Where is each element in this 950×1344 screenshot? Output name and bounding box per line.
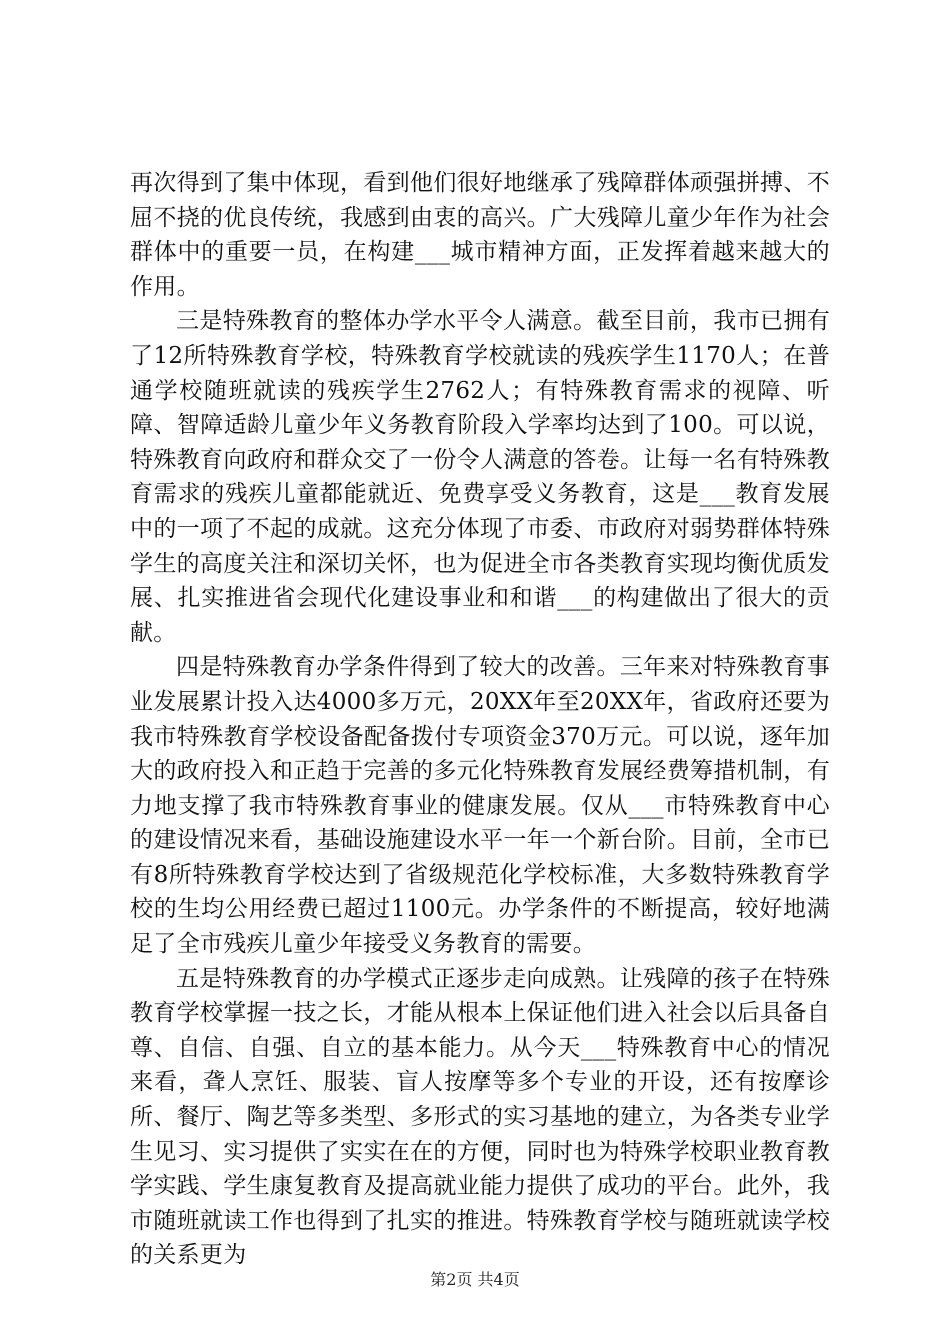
paragraph-point-five: 五是特殊教育的办学模式正逐步走向成熟。让残障的孩子在特殊教育学校掌握一技之长，才能从根本上保证他们进入社会以后具备自尊、自信、自强、自立的基本能力。从今天___特殊教育中心的情况来看，聋人烹饪、服装、盲人按摩等多个专业的开设，还有按摩诊所、餐厅、陶艺等多类型、多形式的实习基地的建立，为各类专业学生见习、实习提供了实实在在的方便，同时也为特殊学校职业教育教学实践、学生康复教育及提高就业能力提供了成功的平台。此外，我市随班就读工作也得到了扎实的推进。特殊教育学校与随班就读学校的关系更为: [130, 965, 830, 1269]
page-number-footer: 第2页 共4页: [430, 1270, 520, 1289]
document-body: [130, 166, 830, 1273]
paragraph-continuation: 再次得到了集中体现，看到他们很好地继承了残障群体顽强拼搏、不屈不挠的优良传统，我感到由衷的高兴。广大残障儿童少年作为社会群体中的重要一员，在构建___城市精神方面，正发挥着越来越大的作用。: [130, 170, 830, 300]
paragraph-point-three: 三是特殊教育的整体办学水平令人满意。截至目前，我市已拥有了12所特殊教育学校，特殊教育学校就读的残疾学生1170人；在普通学校随班就读的残疾学生2762人；有特殊教育需求的视障、听障、智障适龄儿童少年义务教育阶段入学率均达到了100。可以说，特殊教育向政府和群众交了一份令人满意的答卷。让每一名有特殊教育需求的残疾儿童都能就近、免费享受义务教育，这是___教育发展中的一项了不起的成就。这充分体现了市委、市政府对弱势群体特殊学生的高度关注和深切关怀，也为促进全市各类教育实现均衡优质发展、扎实推进省会现代化建设事业和和谐___的构建做出了很大的贡献。: [130, 308, 830, 646]
paragraph-point-four: 四是特殊教育办学条件得到了较大的改善。三年来对特殊教育事业发展累计投入达4000多万元，20XX年至20XX年，省政府还要为我市特殊教育学校设备配备拨付专项资金370万元。可以说，逐年加大的政府投入和正趋于完善的多元化特殊教育发展经费筹措机制，有力地支撑了我市特殊教育事业的健康发展。仅从___市特殊教育中心的建设情况来看，基础设施建设水平一年一个新台阶。目前，全市已有8所特殊教育学校达到了省级规范化学校标准，大多数特殊教育学校的生均公用经费已超过1100元。办学条件的不断提高，较好地满足了全市残疾儿童少年接受义务教育的需要。: [130, 654, 830, 958]
